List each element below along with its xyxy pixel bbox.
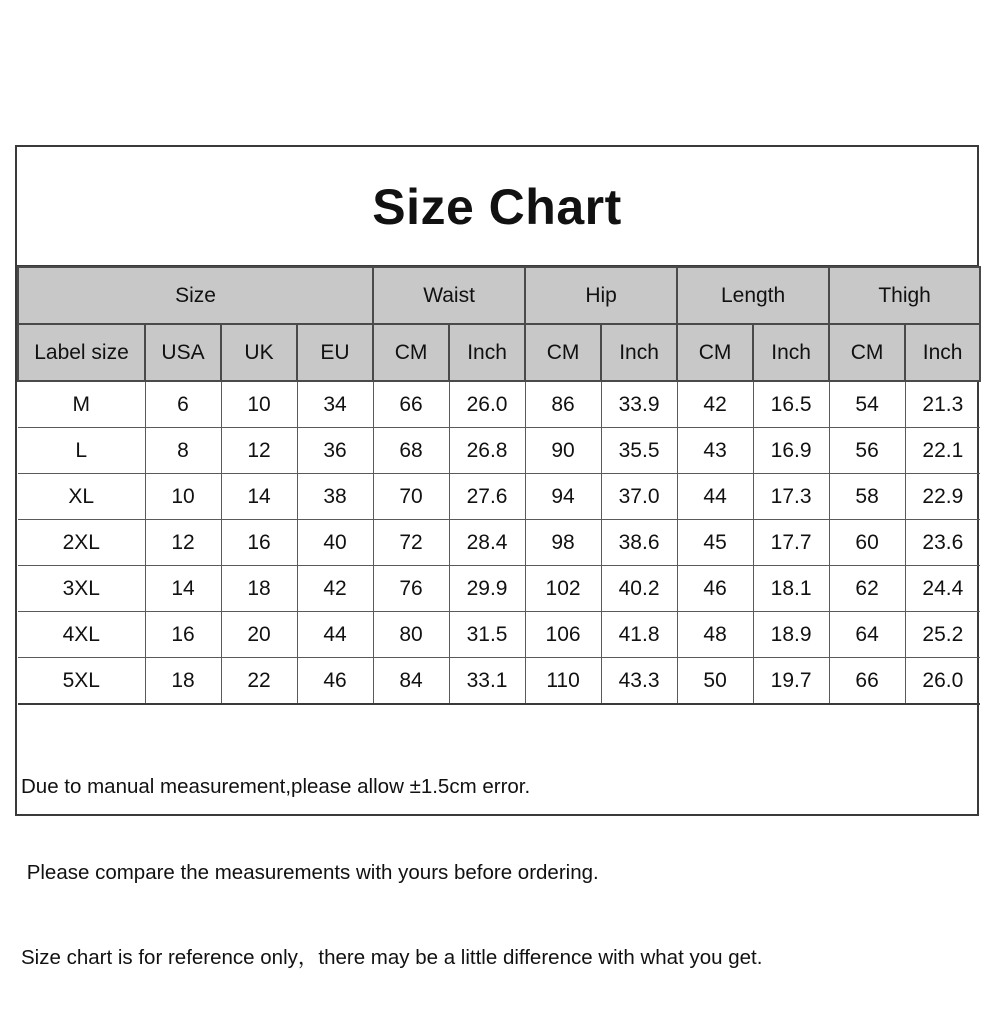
cell-thigh-cm: 60 xyxy=(829,520,905,566)
cell-eu: 46 xyxy=(297,658,373,705)
cell-hip-inch: 40.2 xyxy=(601,566,677,612)
cell-thigh-inch: 21.3 xyxy=(905,381,980,428)
sub-header-hip-cm: CM xyxy=(525,324,601,381)
cell-waist-cm: 84 xyxy=(373,658,449,705)
cell-eu: 38 xyxy=(297,474,373,520)
cell-eu: 36 xyxy=(297,428,373,474)
cell-length-inch: 18.1 xyxy=(753,566,829,612)
cell-length-inch: 16.9 xyxy=(753,428,829,474)
cell-waist-inch: 33.1 xyxy=(449,658,525,705)
cell-thigh-inch: 25.2 xyxy=(905,612,980,658)
note-line: Size chart is for reference only，there may be a little difference with what you get. xyxy=(21,946,763,969)
sub-header-row xyxy=(18,324,980,381)
cell-hip-cm: 86 xyxy=(525,381,601,428)
group-header-waist: Waist xyxy=(373,267,525,324)
sub-header-thigh-inch: Inch xyxy=(905,324,980,381)
cell-hip-inch: 38.6 xyxy=(601,520,677,566)
cell-length-inch: 17.3 xyxy=(753,474,829,520)
table-body xyxy=(18,381,980,704)
cell-length-inch: 19.7 xyxy=(753,658,829,705)
title-row xyxy=(17,147,977,267)
cell-length-inch: 18.9 xyxy=(753,612,829,658)
note-line: Due to manual measurement,please allow ±1.5cm error. xyxy=(21,775,531,798)
cell-waist-cm: 80 xyxy=(373,612,449,658)
cell-uk: 20 xyxy=(221,612,297,658)
table-row xyxy=(18,566,980,612)
cell-thigh-inch: 26.0 xyxy=(905,658,980,705)
cell-label-size: 5XL xyxy=(18,658,145,705)
cell-waist-inch: 31.5 xyxy=(449,612,525,658)
cell-hip-inch: 41.8 xyxy=(601,612,677,658)
group-header-hip: Hip xyxy=(525,267,677,324)
cell-waist-inch: 29.9 xyxy=(449,566,525,612)
cell-waist-inch: 28.4 xyxy=(449,520,525,566)
cell-usa: 8 xyxy=(145,428,221,474)
cell-label-size: 4XL xyxy=(18,612,145,658)
cell-hip-cm: 94 xyxy=(525,474,601,520)
cell-uk: 10 xyxy=(221,381,297,428)
size-table xyxy=(17,266,981,705)
sub-header-length-cm: CM xyxy=(677,324,753,381)
cell-usa: 10 xyxy=(145,474,221,520)
sub-header-label-size: Label size xyxy=(18,324,145,381)
cell-label-size: L xyxy=(18,428,145,474)
sub-header-length-inch: Inch xyxy=(753,324,829,381)
cell-label-size: M xyxy=(18,381,145,428)
group-header-size: Size xyxy=(18,267,373,324)
cell-hip-cm: 90 xyxy=(525,428,601,474)
cell-thigh-cm: 64 xyxy=(829,612,905,658)
cell-thigh-inch: 22.1 xyxy=(905,428,980,474)
cell-hip-inch: 33.9 xyxy=(601,381,677,428)
cell-thigh-inch: 22.9 xyxy=(905,474,980,520)
cell-hip-inch: 43.3 xyxy=(601,658,677,705)
cell-eu: 44 xyxy=(297,612,373,658)
cell-hip-cm: 102 xyxy=(525,566,601,612)
note-line: Please compare the measurements with yours before ordering. xyxy=(21,860,599,884)
cell-uk: 18 xyxy=(221,566,297,612)
cell-usa: 16 xyxy=(145,612,221,658)
sub-header-waist-cm: CM xyxy=(373,324,449,381)
cell-eu: 34 xyxy=(297,381,373,428)
group-header-thigh: Thigh xyxy=(829,267,980,324)
cell-hip-inch: 37.0 xyxy=(601,474,677,520)
cell-hip-inch: 35.5 xyxy=(601,428,677,474)
cell-usa: 12 xyxy=(145,520,221,566)
cell-length-cm: 42 xyxy=(677,381,753,428)
table-row xyxy=(18,428,980,474)
table-row xyxy=(18,612,980,658)
sub-header-uk: UK xyxy=(221,324,297,381)
cell-label-size: 3XL xyxy=(18,566,145,612)
cell-eu: 42 xyxy=(297,566,373,612)
group-header-row xyxy=(18,267,980,324)
cell-uk: 12 xyxy=(221,428,297,474)
cell-length-cm: 45 xyxy=(677,520,753,566)
cell-waist-cm: 70 xyxy=(373,474,449,520)
cell-waist-cm: 66 xyxy=(373,381,449,428)
sub-header-waist-inch: Inch xyxy=(449,324,525,381)
table-row xyxy=(18,474,980,520)
table-row xyxy=(18,658,980,705)
cell-length-cm: 46 xyxy=(677,566,753,612)
cell-label-size: XL xyxy=(18,474,145,520)
cell-uk: 16 xyxy=(221,520,297,566)
sub-header-eu: EU xyxy=(297,324,373,381)
notes-block xyxy=(21,716,762,1030)
table-row xyxy=(18,381,980,428)
cell-usa: 18 xyxy=(145,658,221,705)
cell-hip-cm: 98 xyxy=(525,520,601,566)
cell-thigh-cm: 58 xyxy=(829,474,905,520)
cell-waist-inch: 27.6 xyxy=(449,474,525,520)
cell-uk: 14 xyxy=(221,474,297,520)
cell-waist-cm: 68 xyxy=(373,428,449,474)
cell-uk: 22 xyxy=(221,658,297,705)
page-title: Size Chart xyxy=(372,179,622,235)
cell-hip-cm: 110 xyxy=(525,658,601,705)
cell-label-size: 2XL xyxy=(18,520,145,566)
cell-thigh-inch: 24.4 xyxy=(905,566,980,612)
cell-thigh-cm: 66 xyxy=(829,658,905,705)
group-header-length: Length xyxy=(677,267,829,324)
cell-length-inch: 16.5 xyxy=(753,381,829,428)
size-chart-sheet xyxy=(15,145,979,969)
table-row xyxy=(18,520,980,566)
sub-header-thigh-cm: CM xyxy=(829,324,905,381)
sub-header-usa: USA xyxy=(145,324,221,381)
cell-thigh-cm: 56 xyxy=(829,428,905,474)
cell-thigh-inch: 23.6 xyxy=(905,520,980,566)
cell-thigh-cm: 62 xyxy=(829,566,905,612)
cell-usa: 6 xyxy=(145,381,221,428)
cell-thigh-cm: 54 xyxy=(829,381,905,428)
cell-length-cm: 44 xyxy=(677,474,753,520)
cell-length-cm: 43 xyxy=(677,428,753,474)
cell-length-cm: 48 xyxy=(677,612,753,658)
cell-hip-cm: 106 xyxy=(525,612,601,658)
cell-waist-cm: 76 xyxy=(373,566,449,612)
cell-waist-cm: 72 xyxy=(373,520,449,566)
cell-usa: 14 xyxy=(145,566,221,612)
cell-waist-inch: 26.0 xyxy=(449,381,525,428)
sub-header-hip-inch: Inch xyxy=(601,324,677,381)
cell-length-cm: 50 xyxy=(677,658,753,705)
cell-waist-inch: 26.8 xyxy=(449,428,525,474)
cell-length-inch: 17.7 xyxy=(753,520,829,566)
cell-eu: 40 xyxy=(297,520,373,566)
